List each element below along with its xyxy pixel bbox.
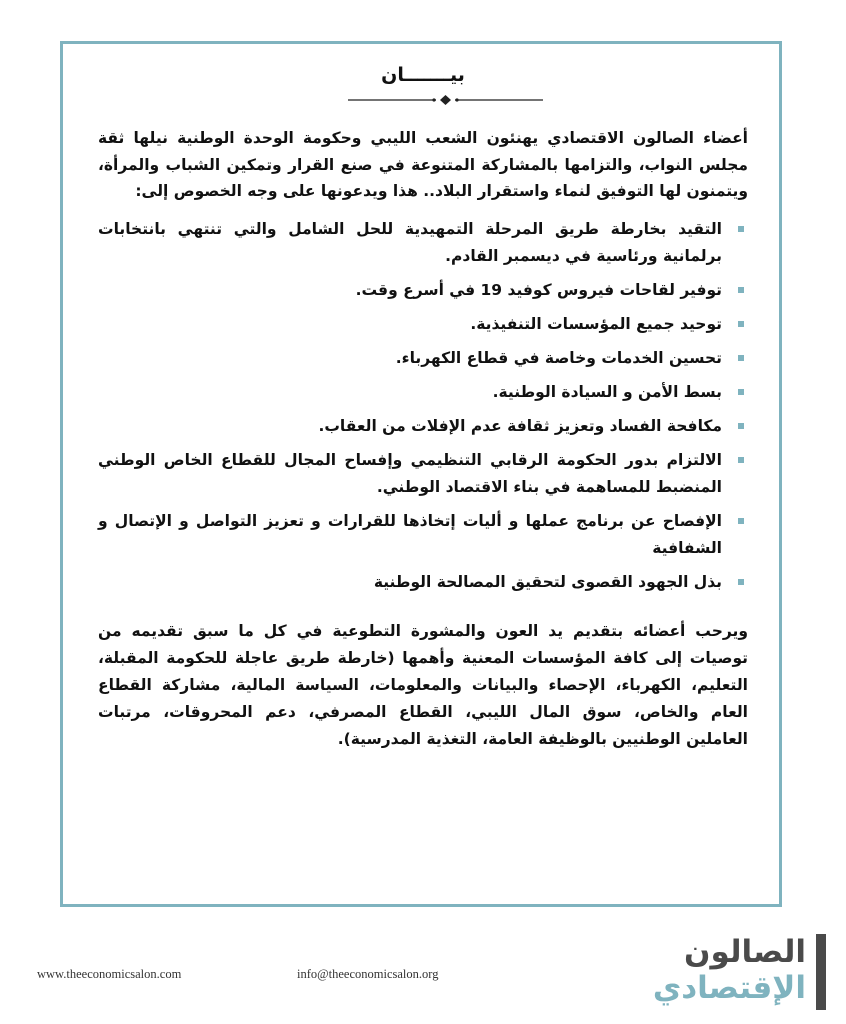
list-item: [98, 345, 722, 372]
list-item: [98, 508, 722, 562]
logo-bar-icon: [816, 934, 826, 1010]
square-bullet-icon: [738, 579, 744, 585]
square-bullet-icon: [738, 389, 744, 395]
list-item-text: بسط الأمن و السيادة الوطنية.: [492, 382, 722, 401]
square-bullet-icon: [738, 355, 744, 361]
list-item-text: توحيد جميع المؤسسات التنفيذية.: [470, 314, 722, 333]
list-item: [98, 379, 722, 406]
list-item: [98, 413, 722, 440]
list-item: [98, 447, 722, 501]
email-link[interactable]: info@theeconomicsalon.org: [297, 967, 439, 981]
list-item-text: بذل الجهود القصوى لتحقيق المصالحة الوطنية: [373, 572, 722, 591]
list-item-text: التقيد بخارطة طريق المرحلة التمهيدية للحل الشامل والتي تنتهي بانتخابات برلمانية ورئاسية في ديسمبر القادم.: [98, 219, 722, 265]
title-block: [98, 56, 748, 111]
intro-paragraph: أعضاء الصالون الاقتصادي يهنئون الشعب الليبي وحكومة الوحدة الوطنية نيلها ثقة مجلس النواب، والتزامها بالمشاركة المتنوعة في صنع القرار وتمكين الشباب والمرأة، ويتمنون لها التوفيق لنماء واستقرار البلاد.. هذا ويدعونها على وجه الخصوص إلى:: [98, 129, 748, 200]
list-item: [98, 277, 722, 304]
list-item-text: تحسين الخدمات وخاصة في قطاع الكهرباء.: [395, 348, 722, 367]
square-bullet-icon: [738, 321, 744, 327]
closing-paragraph: ويرحب أعضائه بتقديم يد العون والمشورة التطوعية في كل ما سبق تقديمه من توصيات إلى كافة المؤسسات المعنية وأهمها (خارطة طريق عاجلة للحكومة المقبلة، التعليم، الكهرباء، الإحصاء والبيانات والمعلومات، السياسة المالية، مشاركة القطاع العام والخاص، سوق المال الليبي، القطاع المصرفي، دعم المحروقات، مرتبات العاملين الوطنيين بالوظيفة العامة، التغذية المدرسية).: [98, 621, 748, 748]
demands-list: [98, 216, 748, 596]
website-link[interactable]: www.theeconomicsalon.com: [37, 967, 182, 981]
list-item-text: الالتزام بدور الحكومة الرقابي التنظيمي وإفساح المجال للقطاع الخاص الوطني المنضبط للمساهمة في بناء الاقتصاد الوطني.: [98, 450, 722, 496]
square-bullet-icon: [738, 457, 744, 463]
list-item-text: توفير لقاحات فيروس كوفيد 19 في أسرع وقت.: [355, 280, 722, 299]
square-bullet-icon: [738, 423, 744, 429]
list-item: [98, 216, 722, 270]
salon-logo: [652, 930, 830, 1015]
square-bullet-icon: [738, 518, 744, 524]
square-bullet-icon: [738, 226, 744, 232]
logo-line-2: الإقتصادي: [652, 970, 806, 1006]
logo-line-1: الصالون: [684, 934, 806, 970]
document-title: بيـــــــان: [381, 64, 465, 86]
square-bullet-icon: [738, 287, 744, 293]
title-ornament-divider: [348, 94, 543, 106]
list-item-text: مكافحة الفساد وتعزيز ثقافة عدم الإفلات من العقاب.: [318, 416, 722, 435]
list-item-text: الإفصاح عن برنامج عملها و أليات إتخاذها للقرارات و تعزيز التواصل و الإتصال و الشفافية: [98, 511, 722, 557]
statement-document: [98, 56, 748, 753]
list-item: [98, 569, 722, 596]
list-item: [98, 311, 722, 338]
